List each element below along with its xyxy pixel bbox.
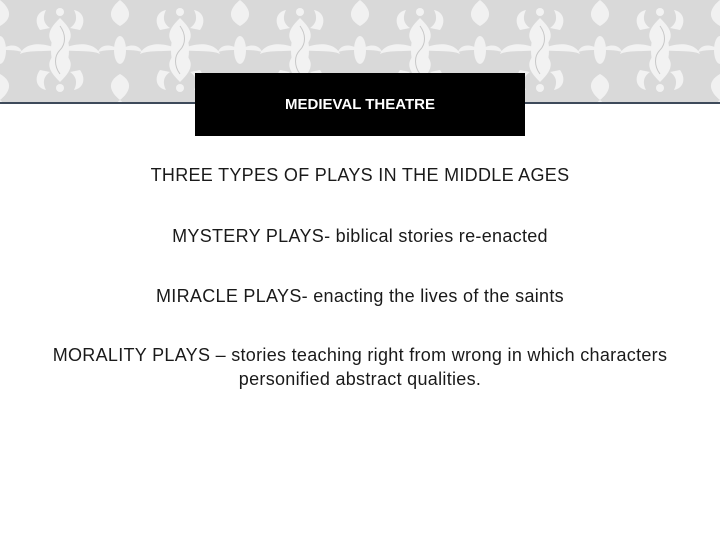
body-line-mystery-plays: MYSTERY PLAYS- biblical stories re-enacted (172, 226, 548, 246)
body-line-morality-plays: MORALITY PLAYS – stories teaching right from wrong in which characters personified abstract qualities. (52, 345, 668, 389)
slide-title: MEDIEVAL THEATRE (284, 96, 435, 113)
body-line-miracle-plays: MIRACLE PLAYS- enacting the lives of the saints (156, 286, 564, 306)
title-box (195, 73, 525, 136)
body-line-heading: THREE TYPES OF PLAYS IN THE MIDDLE AGES (150, 165, 570, 185)
